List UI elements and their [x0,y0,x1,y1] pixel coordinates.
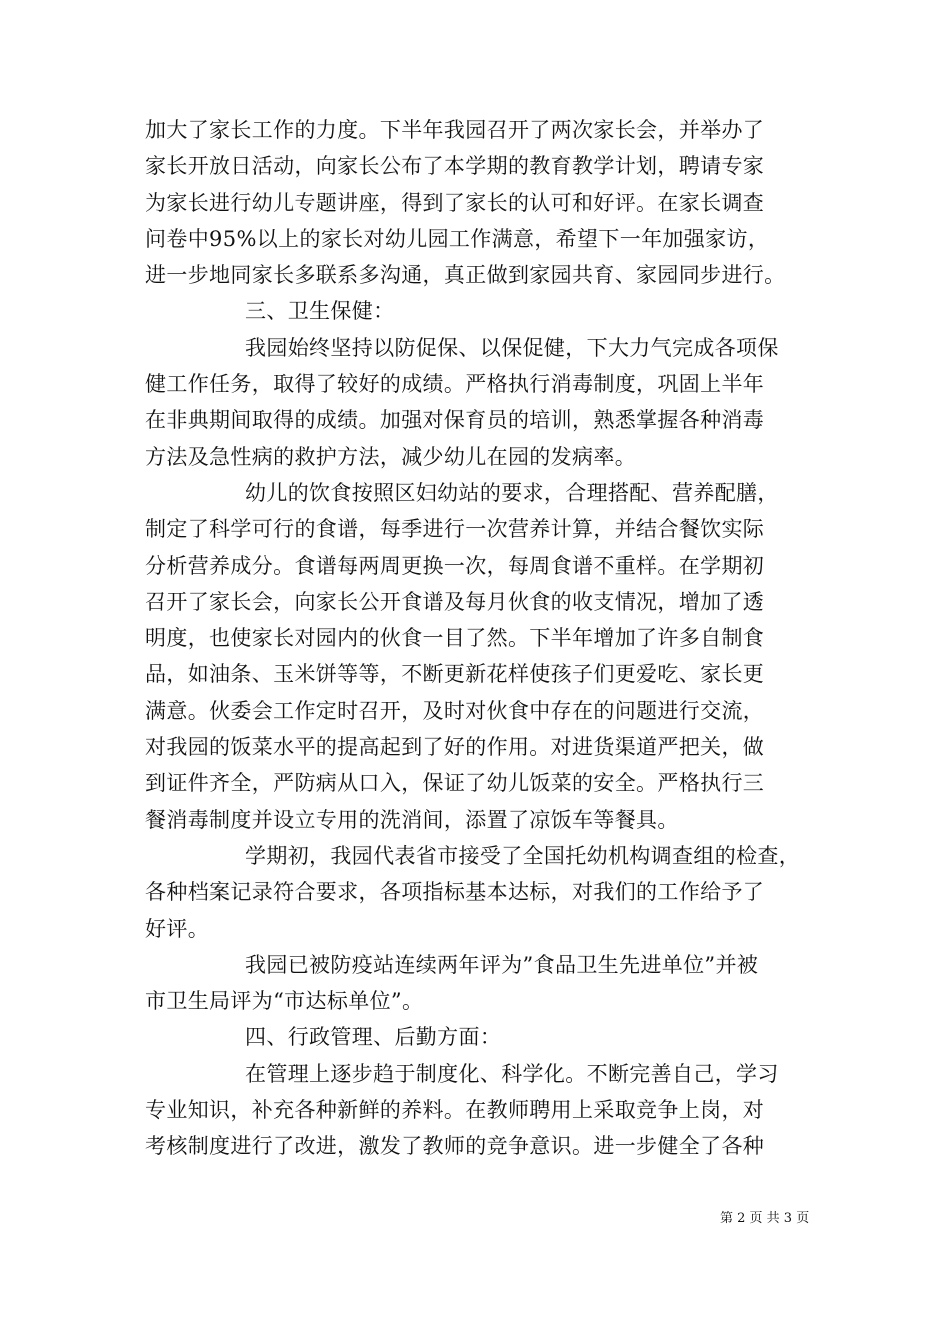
text-line: 到证件齐全，严防病从口入，保证了幼儿饭菜的安全。严格执行三 [145,771,765,796]
page-number: 第 2 页 共 3 页 [720,1211,810,1226]
text-line: 加大了家长工作的力度。下半年我园召开了两次家长会，并举办了 [145,118,765,142]
paragraph-start: 我园始终坚持以防促保、以保促健，下大力气完成各项保 [245,335,779,360]
text-line: 为家长进行幼儿专题讲座，得到了家长的认可和好评。在家长调查 [145,190,765,215]
text-line: 品，如油条、玉米饼等等，不断更新花样使孩子们更爱吃、家长更 [145,662,765,687]
text-line: 明度，也使家长对园内的伙食一目了然。下半年增加了许多自制食 [145,626,765,651]
text-line: 制定了科学可行的食谱，每季进行一次营养计算，并结合餐饮实际 [145,517,765,542]
document-body [145,112,815,1165]
text-line: 健工作任务，取得了较好的成绩。严格执行消毒制度，巩固上半年 [145,372,765,397]
paragraph-start: 幼儿的饮食按照区妇幼站的要求，合理搭配、营养配膳， [245,480,779,505]
paragraph-start: 在管理上逐步趋于制度化、科学化。不断完善自己，学习 [245,1061,779,1086]
text-line: 考核制度进行了改进，激发了教师的竞争意识。进一步健全了各种 [145,1134,765,1159]
paragraph-start: 学期初，我园代表省市接受了全国托幼机构调查组的检查， [245,843,801,868]
text-line: 各种档案记录符合要求，各项指标基本达标，对我们的工作给予了 [145,880,765,905]
text-line: 满意。伙委会工作定时召开，及时对伙食中存在的问题进行交流， [145,698,765,723]
paragraph-start: 我园已被防疫站连续两年评为”食品卫生先进单位”并被 [245,952,759,977]
text-line: 方法及急性病的救护方法，减少幼儿在园的发病率。 [145,444,637,469]
text-line: 市卫生局评为“市达标单位”。 [145,989,424,1014]
text-line: 在非典期间取得的成绩。加强对保育员的培训，熟悉掌握各种消毒 [145,408,765,433]
text-line: 家长开放日活动，向家长公布了本学期的教育教学计划，聘请专家 [145,154,765,179]
section-heading-admin: 四、行政管理、后勤方面： [245,1025,502,1050]
text-line: 进一步地同家长多联系多沟通，真正做到家园共育、家园同步进行。 [145,263,786,288]
section-heading-hygiene: 三、卫生保健： [245,299,395,324]
text-line: 好评。 [145,916,210,941]
text-line: 召开了家长会，向家长公开食谱及每月伙食的收支情况，增加了透 [145,589,765,614]
text-line: 对我园的饭菜水平的提高起到了好的作用。对进货渠道严把关，做 [145,735,765,760]
text-line: 问卷中95%以上的家长对幼儿园工作满意，希望下一年加强家访， [145,226,770,251]
text-line: 分析营养成分。食谱每两周更换一次，每周食谱不重样。在学期初 [145,553,765,578]
text-line: 餐消毒制度并设立专用的洗消间，添置了凉饭车等餐具。 [145,807,679,832]
text-line: 专业知识，补充各种新鲜的养料。在教师聘用上采取竞争上岗，对 [145,1098,765,1123]
